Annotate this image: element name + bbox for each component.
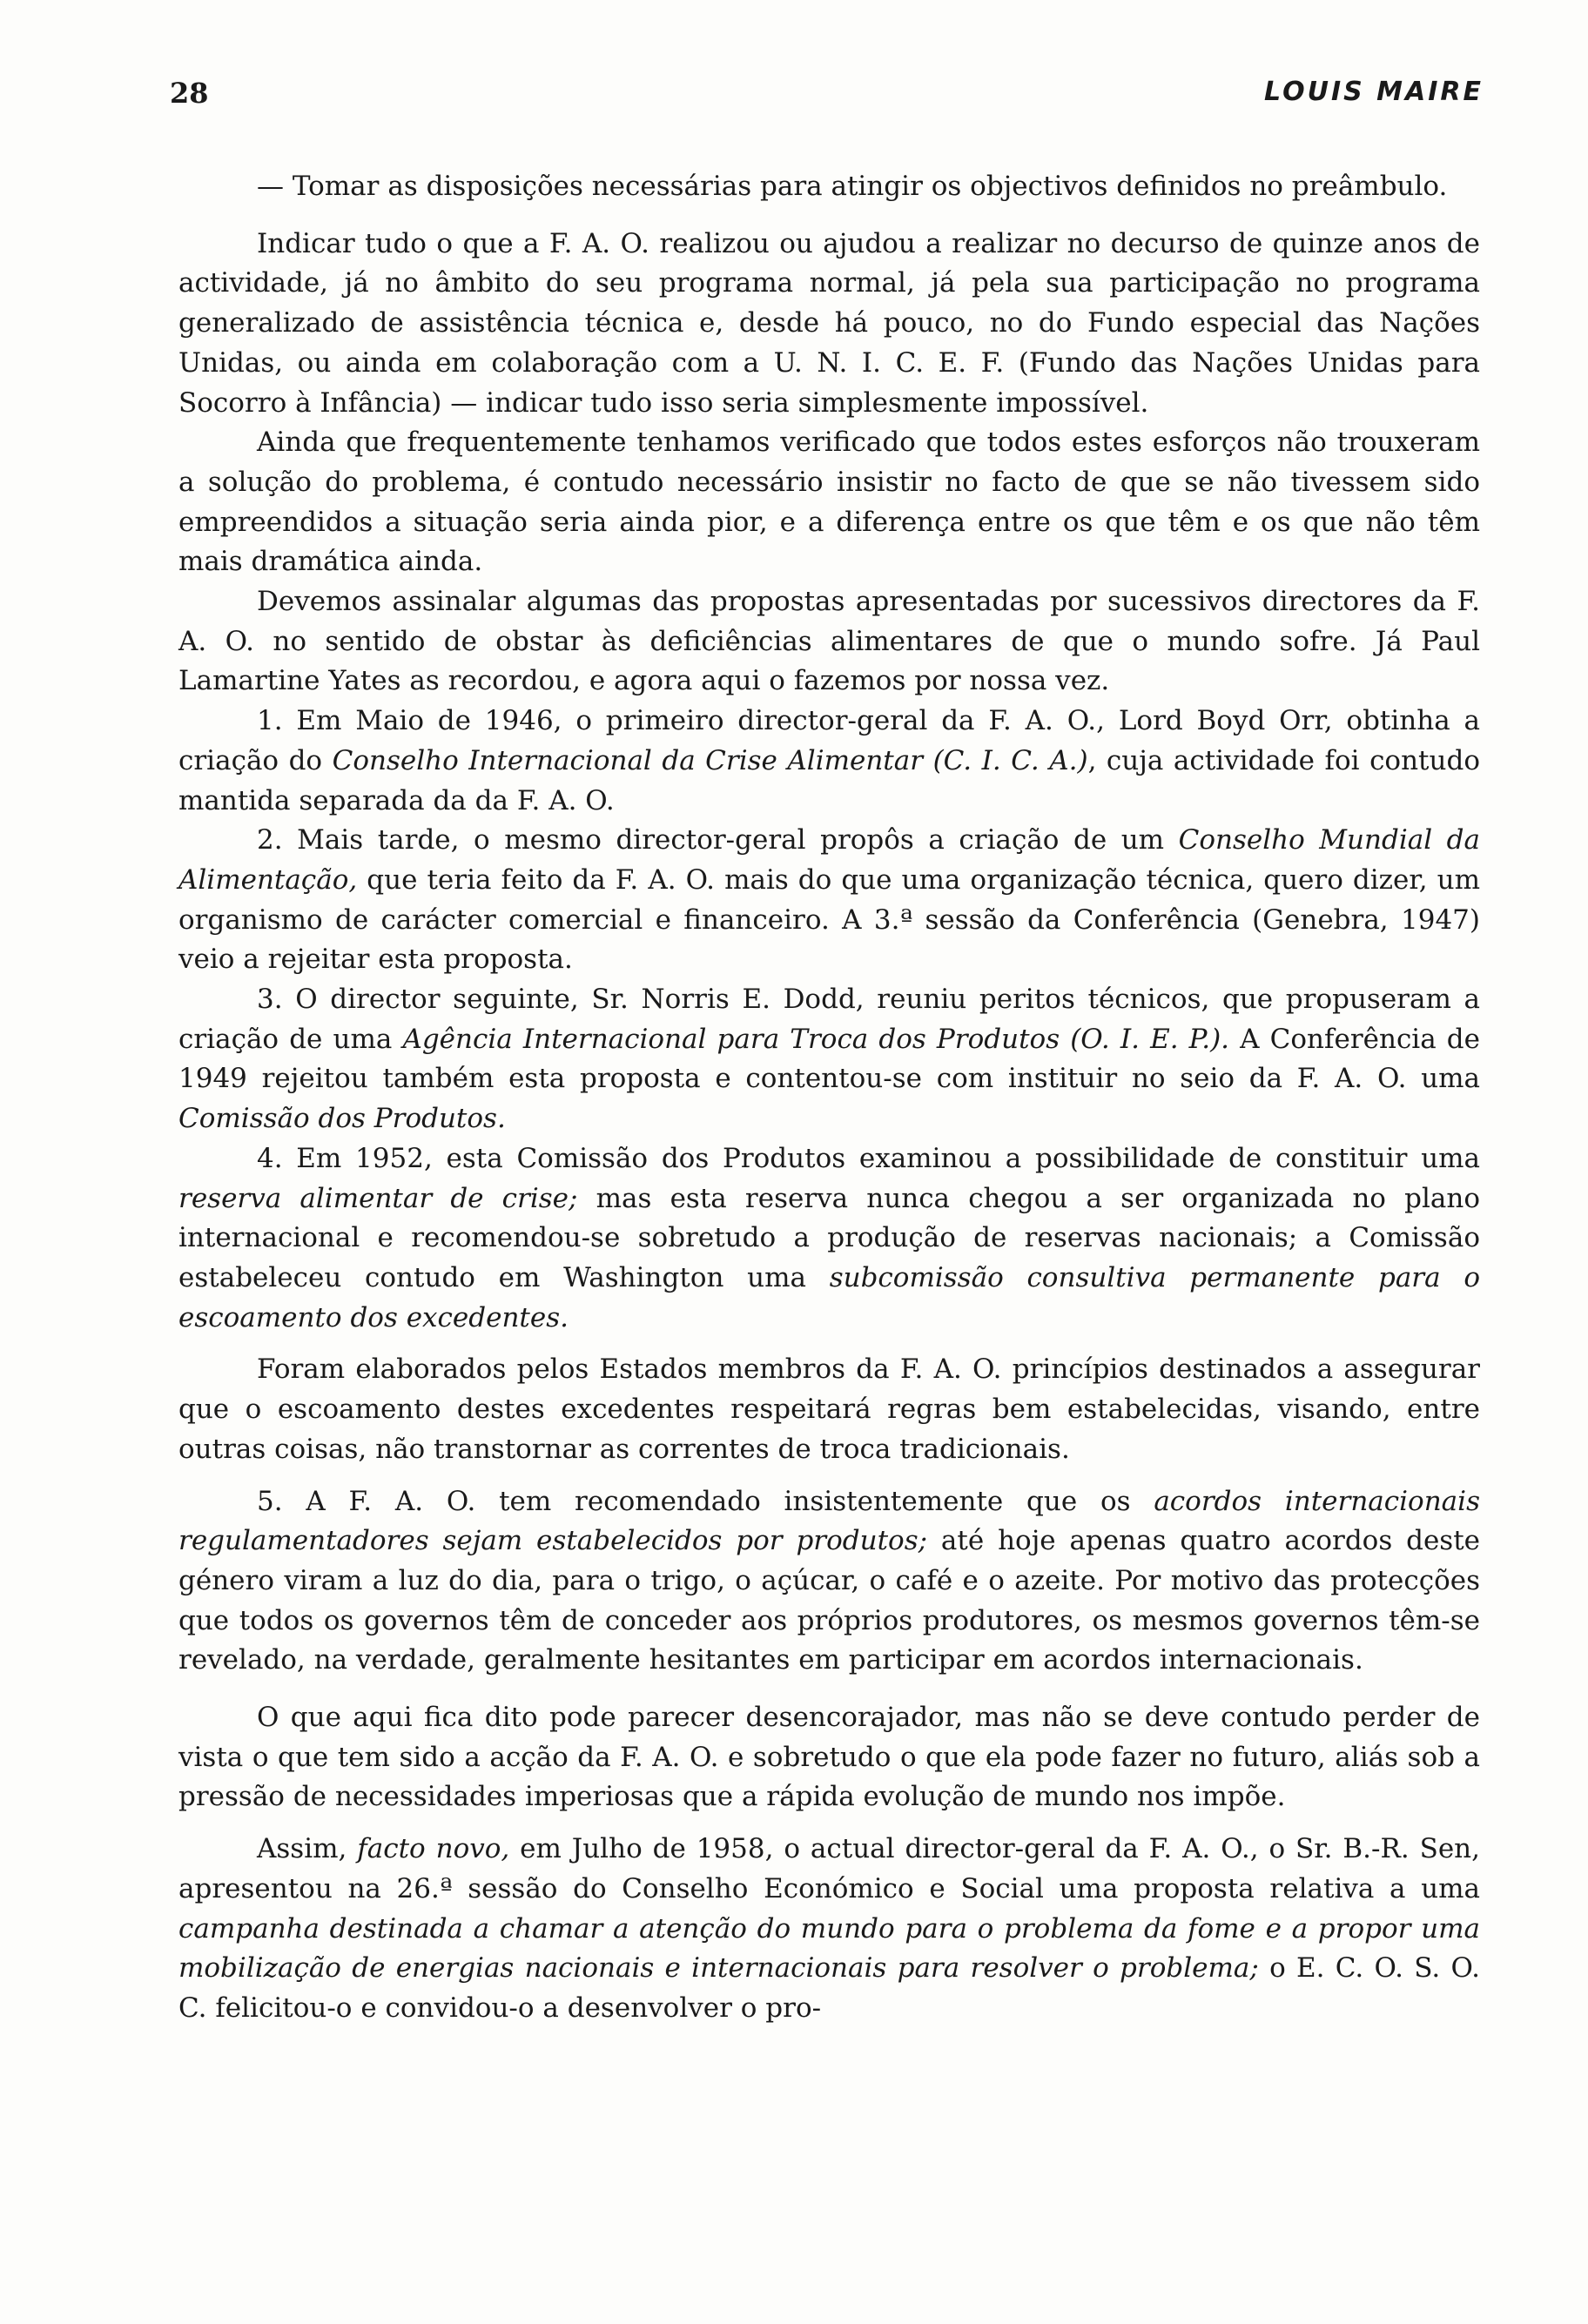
paragraph-efforts: Ainda que frequentemente tenhamos verificado que todos estes esforços não trouxeram a solução do problema, é contudo necessário insistir no facto de que se não tivessem sido empreendidos a situação seria ainda pior, e a diferença entre os que têm e os que não têm mais dramática ainda.	[178, 427, 1480, 578]
paragraph-preamble-item: — Tomar as disposições necessárias para atingir os objectivos definidos no preâmbulo.	[257, 171, 1448, 202]
paragraph-proposal-1: 1. Em Maio de 1946, o primeiro director-geral da F. A. O., Lord Boyd Orr, obtinha a criação do Conselho Internacional da Crise Alimentar (C. I. C. A.), cuja actividade foi contudo mantida separada da da F. A. O.	[178, 705, 1480, 816]
paragraph-new-fact: Assim, facto novo, em Julho de 1958, o actual director-geral da F. A. O., o Sr. B.-R. Sen, apresentou na 26.ª sessão do Conselho Económico e Social uma proposta relativa a uma campanha destinada a chamar a atenção do mundo para o problema da fome e a propor uma mobilização de energias nacionais e internacionais para resolver o problema; o E. C. O. S. O. C. felicitou-o e convidou-o a desenvolver o pro-	[178, 1833, 1480, 2024]
paragraph-proposal-4: 4. Em 1952, esta Comissão dos Produtos examinou a possibilidade de constituir uma reserva alimentar de crise; mas esta reserva nunca chegou a ser organizada no plano internacional e recomendou-se sobretudo a produção de reservas nacionais; a Comissão estabeleceu contudo em Washington uma subcomissão consultiva permanente para o escoamento dos excedentes.	[178, 1142, 1480, 1333]
body-text	[178, 167, 1480, 2029]
paragraph-proposal-2: 2. Mais tarde, o mesmo director-geral propôs a criação de um Conselho Mundial da Alimentação, que teria feito da F. A. O. mais do que uma organização técnica, quero dizer, um organismo de carácter comercial e financeiro. A 3.ª sessão da Conferência (Genebra, 1947) veio a rejeitar esta proposta.	[178, 824, 1480, 976]
running-title: LOUIS MAIRE	[1264, 77, 1484, 107]
page-header	[170, 77, 1484, 120]
paragraph-fao-achievements: Indicar tudo o que a F. A. O. realizou ou ajudou a realizar no decurso de quinze anos de actividade, já no âmbito do seu programa normal, já pela sua participação no programa generalizado de assistência técnica e, desde há pouco, no do Fundo especial das Nações Unidas, ou ainda em colaboração com a U. N. I. C. E. F. (Fundo das Nações Unidas para Socorro à Infância) — indicar tudo isso seria simplesmente impossível.	[178, 227, 1480, 419]
paragraph-proposal-5: 5. A F. A. O. tem recomendado insistentemente que os acordos internacionais regulamentadores sejam estabelecidos por produtos; até hoje apenas quatro acordos deste género viram a luz do dia, para o trigo, o açúcar, o café e o azeite. Por motivo das protecções que todos os governos têm de conceder aos próprios produtores, os mesmos governos têm-se revelado, na verdade, geralmente hesitantes em participar em acordos internacionais.	[178, 1485, 1480, 1676]
paragraph-proposal-3: 3. O director seguinte, Sr. Norris E. Dodd, reuniu peritos técnicos, que propuseram a criação de uma Agência Internacional para Troca dos Produtos (O. I. E. P.). A Conferência de 1949 rejeitou também esta proposta e contentou-se com instituir no seio da F. A. O. uma Comissão dos Produtos.	[178, 984, 1481, 1135]
paragraph-principles: Foram elaborados pelos Estados membros da F. A. O. princípios destinados a assegurar que o escoamento destes excedentes respeitará regras bem estabelecidas, visando, entre outras coisas, não transtornar as correntes de troca tradicionais.	[178, 1353, 1480, 1465]
page-number: 28	[170, 77, 209, 110]
paragraph-discouraging: O que aqui fica dito pode parecer desencorajador, mas não se deve contudo perder de vista o que tem sido a acção da F. A. O. e sobretudo o que ela pode fazer no futuro, aliás sob a pressão de necessidades imperiosas que a rápida evolução de mundo nos impõe.	[178, 1702, 1480, 1813]
paragraph-proposals-intro: Devemos assinalar algumas das propostas apresentadas por sucessivos directores da F. A. O. no sentido de obstar às deficiências alimentares de que o mundo sofre. Já Paul Lamartine Yates as recordou, e agora aqui o fazemos por nossa vez.	[178, 586, 1480, 697]
